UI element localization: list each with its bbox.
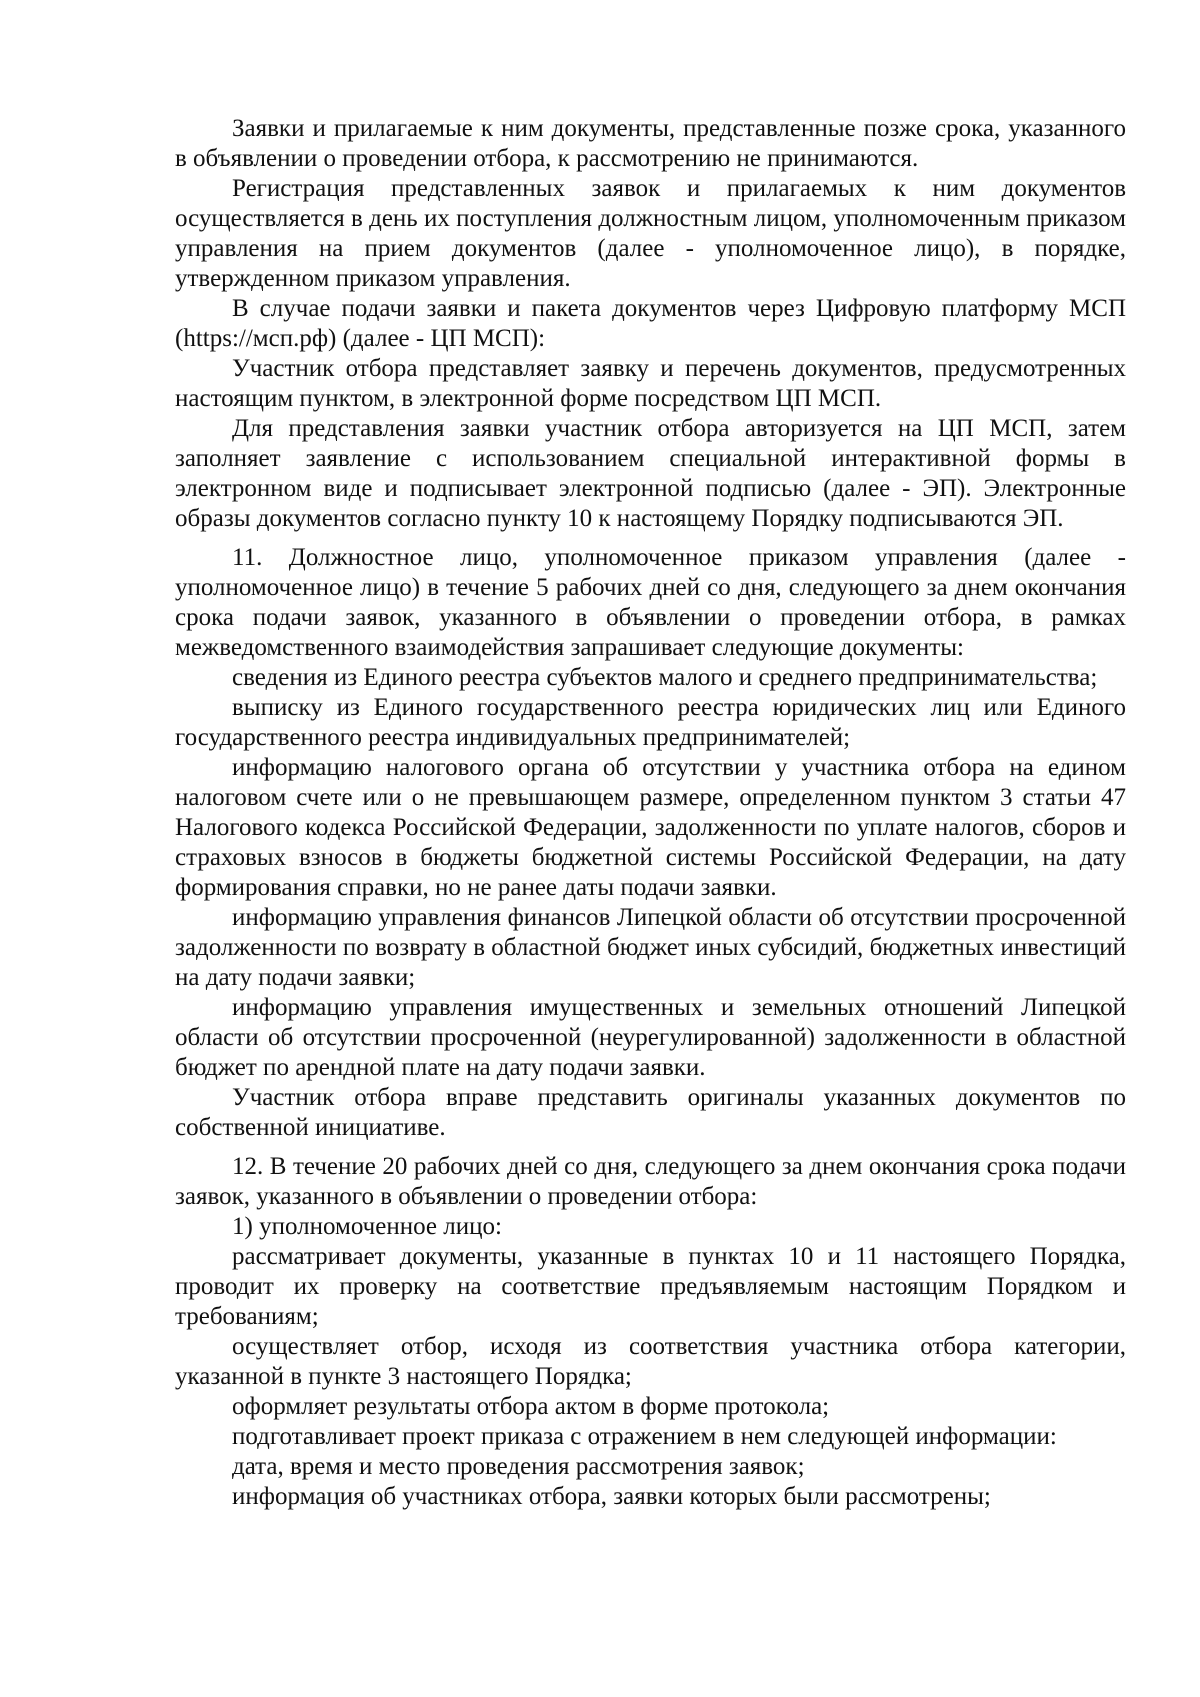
paragraph-draft-order: подготавливает проект приказа с отражением в нем следующей информации: <box>232 1423 1057 1450</box>
paragraph-finance-info: информацию управления финансов Липецкой области об отсутствии просроченной задолженности по возврату в областной бюджет иных субсидий, бюджетных инвестиций на дату подачи заявки; <box>175 904 1126 991</box>
paragraph-property-info: информацию управления имущественных и земельных отношений Липецкой области об отсутствии просроченной (неурегулированной) задолженности в областной бюджет по арендной плате на дату подачи заявки. <box>175 994 1126 1081</box>
paragraph-registry-extract: выписку из Единого государственного реестра юридических лиц или Единого государственного реестра индивидуальных предпринимателей; <box>175 694 1126 751</box>
paragraph-date-time-place: дата, время и место проведения рассмотрения заявок; <box>232 1453 805 1480</box>
paragraph-originals: Участник отбора вправе представить оригиналы указанных документов по собственной инициативе. <box>175 1084 1126 1141</box>
paragraph-digital-platform: В случае подачи заявки и пакета документов через Цифровую платформу МСП (https://мсп.рф) (далее - ЦП МСП): <box>175 295 1126 352</box>
paragraph-item-11: 11. Должностное лицо, уполномоченное приказом управления (далее - уполномоченное лицо) в течение 5 рабочих дней со дня, следующего за днем окончания срока подачи заявок, указанного в объявлении о проведении отбора, в рамках межведомственного взаимодействия запрашивает следующие документы: <box>175 544 1126 661</box>
document-page <box>175 114 1126 1512</box>
paragraph-registry-smb: сведения из Единого реестра субъектов малого и среднего предпринимательства; <box>232 664 1098 691</box>
paragraph-registration: Регистрация представленных заявок и прилагаемых к ним документов осуществляется в день их поступления должностным лицом, уполномоченным приказом управления на прием документов (далее - уполномоченное лицо), в порядке, утвержденном приказом управления. <box>175 175 1126 292</box>
paragraph-protocol: оформляет результаты отбора актом в форме протокола; <box>232 1393 830 1420</box>
paragraph-participant-submits: Участник отбора представляет заявку и перечень документов, предусмотренных настоящим пунктом, в электронной форме посредством ЦП МСП. <box>175 355 1126 412</box>
paragraph-authorized-person: 1) уполномоченное лицо: <box>232 1213 502 1240</box>
paragraph-tax-info: информацию налогового органа об отсутствии у участника отбора на едином налоговом счете или о не превышающем размере, определенном пунктом 3 статьи 47 Налогового кодекса Российской Федерации, задолженности по уплате налогов, сборов и страховых взносов в бюджеты бюджетной системы Российской Федерации, на дату формирования справки, но не ранее даты подачи заявки. <box>175 754 1126 901</box>
paragraph-item-12: 12. В течение 20 рабочих дней со дня, следующего за днем окончания срока подачи заявок, указанного в объявлении о проведении отбора: <box>175 1153 1126 1210</box>
paragraph-late-applications: Заявки и прилагаемые к ним документы, представленные позже срока, указанного в объявлении о проведении отбора, к рассмотрению не принимаются. <box>175 115 1126 172</box>
paragraph-participants-info: информация об участниках отбора, заявки которых были рассмотрены; <box>232 1483 991 1510</box>
paragraph-authorization: Для представления заявки участник отбора авторизуется на ЦП МСП, затем заполняет заявление с использованием специальной интерактивной формы в электронном виде и подписывает электронной подписью (далее - ЭП). Электронные образы документов согласно пункту 10 к настоящему Порядку подписываются ЭП. <box>175 415 1126 532</box>
paragraph-performs-selection: осуществляет отбор, исходя из соответствия участника отбора категории, указанной в пункте 3 настоящего Порядка; <box>175 1333 1126 1390</box>
paragraph-reviews-documents: рассматривает документы, указанные в пунктах 10 и 11 настоящего Порядка, проводит их проверку на соответствие предъявляемым настоящим Порядком и требованиям; <box>175 1243 1126 1330</box>
